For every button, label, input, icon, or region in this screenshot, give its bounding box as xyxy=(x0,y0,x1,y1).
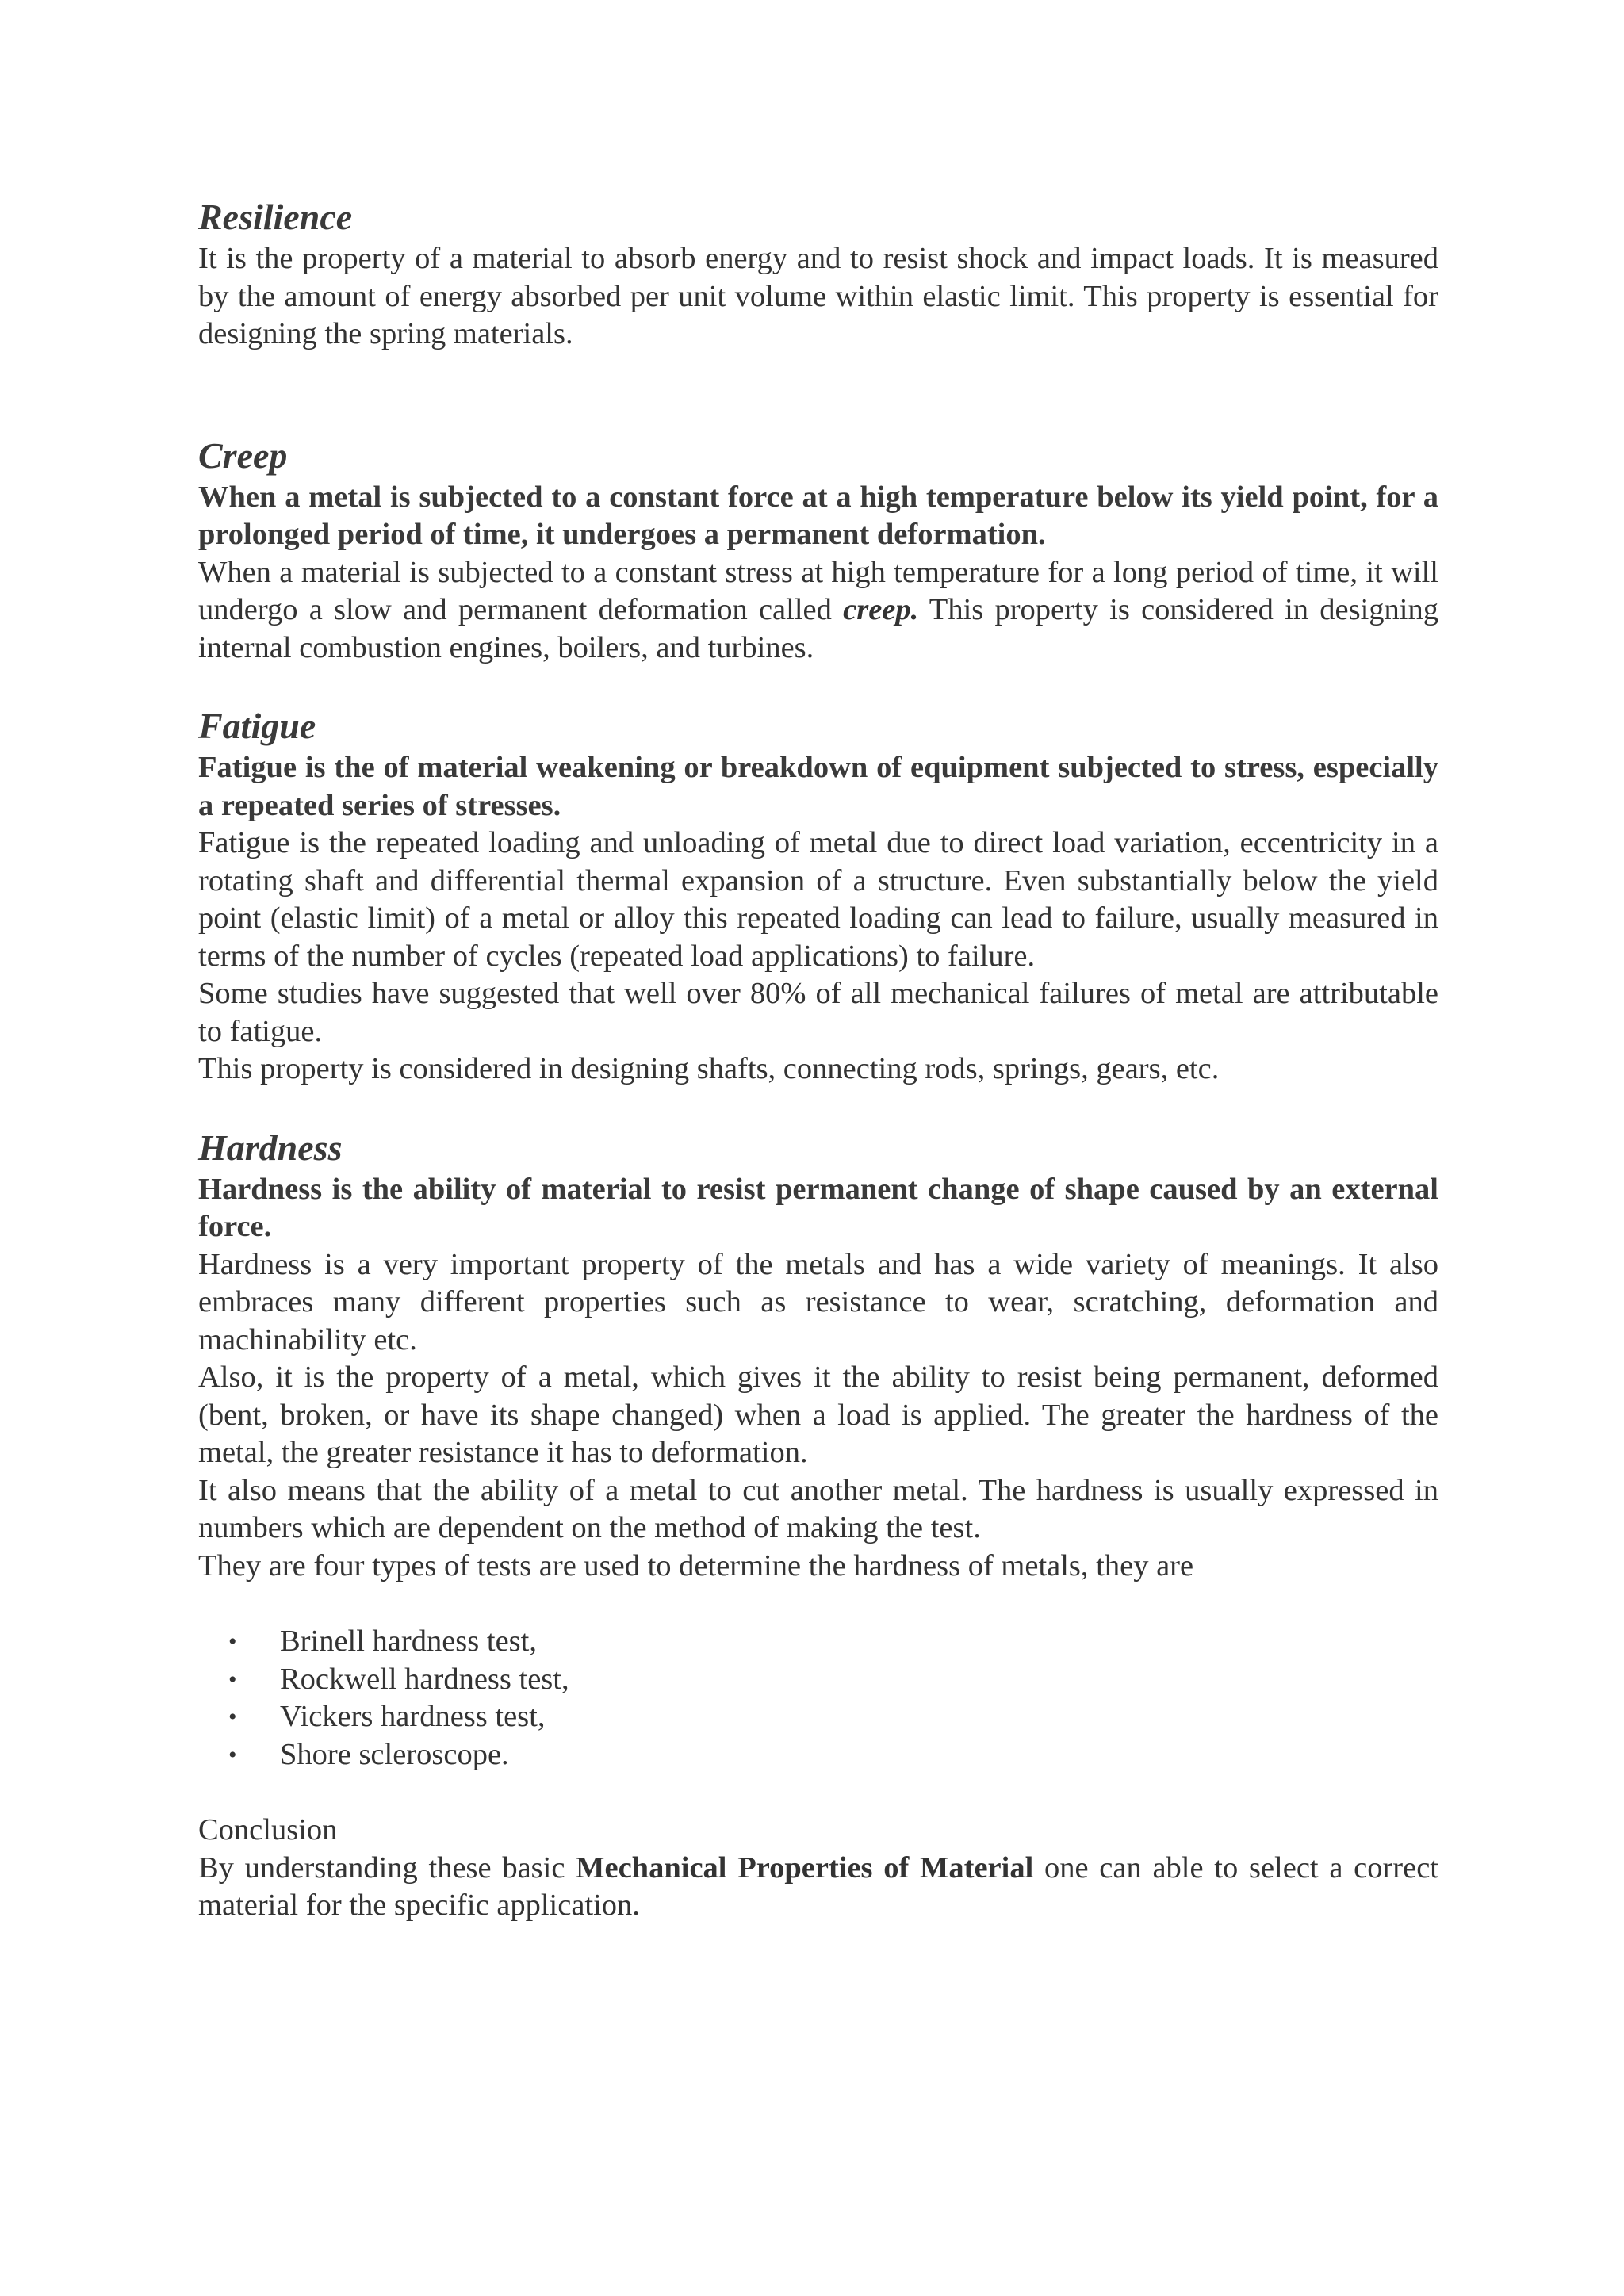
hardness-body-2: Also, it is the property of a metal, which gives it the ability to resist being permanent, deformed (bent, broken, or have its shape changed) when a load is applied. The greater the hardness of the metal, the greater resistance it has to deformation. xyxy=(198,1360,1438,1469)
creep-body xyxy=(198,554,1438,668)
creep-definition: When a metal is subjected to a constant force at a high temperature below its yield point, for a prolonged period of time, it undergoes a permanent deformation. xyxy=(198,480,1438,551)
bullet-icon: • xyxy=(228,1628,237,1655)
creep-body-text-end: This property is considered in designing internal combustion engines, boilers, and turbines. xyxy=(198,593,1438,664)
list-item xyxy=(198,1698,1438,1736)
list-item xyxy=(198,1736,1438,1774)
section-conclusion xyxy=(198,1812,1438,1925)
creep-term: creep. xyxy=(843,593,919,626)
list-item xyxy=(198,1661,1438,1699)
list-item-label: Brinell hardness test, xyxy=(280,1624,537,1658)
section-resilience xyxy=(198,194,1438,354)
bullet-icon: • xyxy=(228,1741,237,1768)
fatigue-application: This property is considered in designing shafts, connecting rods, springs, gears, etc. xyxy=(198,1052,1220,1085)
document-page xyxy=(198,194,1438,1925)
creep-body-text: When a material is subjected to a constant stress at high temperature for a long period of time, it will undergo a slow and permanent deformation called xyxy=(198,555,1438,626)
hardness-tests-list xyxy=(198,1623,1438,1774)
list-item-label: Shore scleroscope. xyxy=(280,1737,509,1771)
section-heading-hardness: Hardness xyxy=(198,1127,343,1168)
section-creep xyxy=(198,433,1438,668)
bullet-icon: • xyxy=(228,1666,237,1693)
section-fatigue xyxy=(198,703,1438,1089)
bullet-icon: • xyxy=(228,1704,237,1730)
fatigue-definition: Fatigue is the of material weakening or breakdown of equipment subjected to stress, especially a repeated series of stresses. xyxy=(198,751,1438,822)
fatigue-body: Fatigue is the repeated loading and unloading of metal due to direct load variation, eccentricity in a rotating shaft and differential thermal expansion of a structure. Even substantially below the yield point (elastic limit) of a metal or alloy this repeated loading can lead to failure, usually measured in terms of the number of cycles (repeated load applications) to failure. xyxy=(198,826,1438,973)
conclusion-body xyxy=(198,1850,1438,1925)
hardness-body-3: It also means that the ability of a metal to cut another metal. The hardness is usually expressed in numbers which are dependent on the method of making the test. xyxy=(198,1473,1438,1544)
list-item xyxy=(198,1623,1438,1661)
conclusion-body-text-end: one can able to select a correct material for the specific application. xyxy=(198,1850,1438,1922)
section-hardness xyxy=(198,1125,1438,1774)
section-heading-conclusion: Conclusion xyxy=(198,1813,338,1846)
hardness-definition: Hardness is the ability of material to resist permanent change of shape caused by an external force. xyxy=(198,1172,1438,1243)
resilience-body: It is the property of a material to absorb energy and to resist shock and impact loads. It is measured by the amount of energy absorbed per unit volume within elastic limit. This property is essential for designing the spring materials. xyxy=(198,242,1438,350)
section-heading-fatigue: Fatigue xyxy=(198,706,316,746)
fatigue-stat: Some studies have suggested that well over 80% of all mechanical failures of metal are attributable to fatigue. xyxy=(198,977,1438,1048)
conclusion-term: Mechanical Properties of Material xyxy=(576,1850,1034,1885)
section-heading-creep: Creep xyxy=(198,434,288,476)
section-heading-resilience: Resilience xyxy=(198,197,353,237)
hardness-body-1: Hardness is a very important property of the metals and has a wide variety of meanings. It also embraces many different properties such as resistance to wear, scratching, deformation and machinability etc. xyxy=(198,1247,1438,1357)
list-item-label: Rockwell hardness test, xyxy=(280,1662,569,1696)
hardness-tests-intro: They are four types of tests are used to determine the hardness of metals, they are xyxy=(198,1548,1194,1582)
list-item-label: Vickers hardness test, xyxy=(280,1700,546,1733)
conclusion-body-text: By understanding these basic xyxy=(198,1850,576,1885)
